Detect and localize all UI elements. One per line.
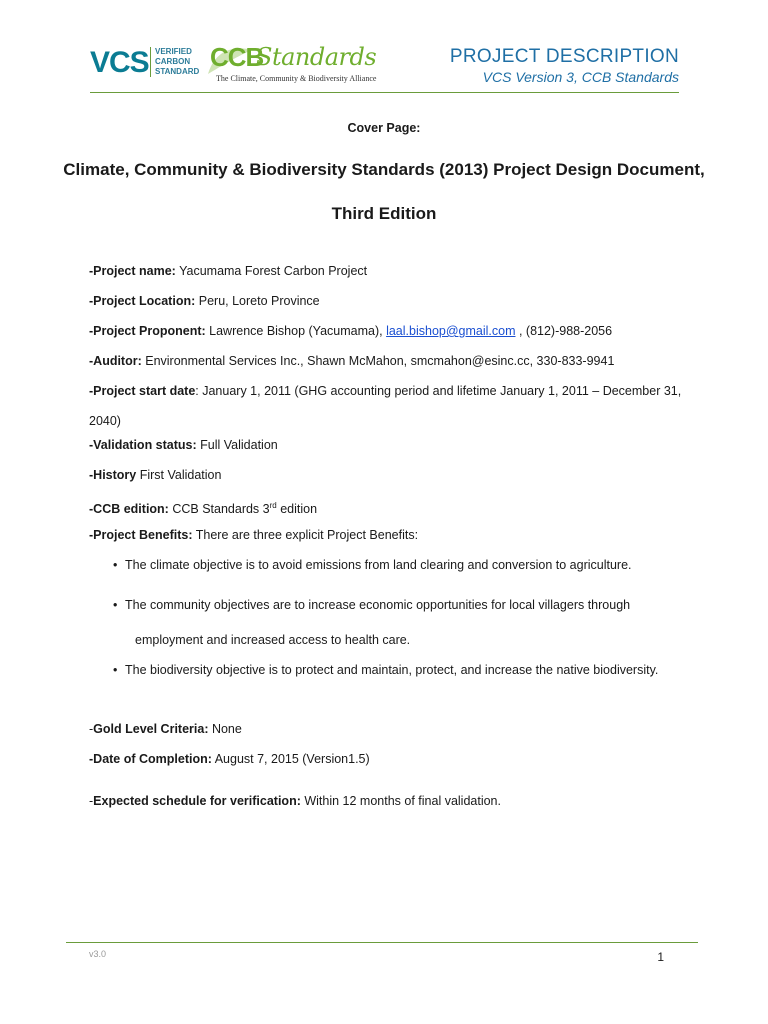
- field-label: -Validation status:: [89, 438, 197, 452]
- vcs-logo-line: VERIFIED: [155, 47, 192, 56]
- field-value: CCB Standards 3: [168, 502, 270, 517]
- project-name-field: [89, 262, 689, 292]
- header-title: PROJECT DESCRIPTION: [449, 46, 679, 67]
- footer-divider: [66, 942, 698, 943]
- field-label: -Project Location:: [89, 294, 196, 308]
- field-label: -CCB edition:: [89, 502, 169, 517]
- field-value: Environmental Services Inc., Shawn McMahon, smcmahon@esinc.cc, 330-833-9941: [141, 354, 615, 368]
- project-proponent-field: [89, 322, 689, 352]
- field-label: -Project Benefits:: [89, 528, 193, 542]
- vcs-logo-line: CARBON: [155, 57, 191, 66]
- benefit-item-biodiversity: [89, 661, 689, 701]
- ccb-edition-field: [89, 496, 689, 526]
- field-value: , (812)-988-2056: [515, 324, 613, 338]
- header-divider: [90, 92, 679, 93]
- date-completion-field: [89, 750, 689, 780]
- footer-version: v3.0: [89, 949, 107, 959]
- history-field: [89, 466, 689, 496]
- benefit-text: The biodiversity objective is to protect and maintain, protect, and increase the native biodiversity.: [125, 663, 659, 677]
- field-label: Expected schedule for verification:: [93, 794, 301, 808]
- page-number: 1: [657, 950, 664, 964]
- field-value: None: [208, 722, 242, 736]
- field-value: Within 12 months of final validation.: [300, 794, 501, 808]
- benefit-text-continued: employment and increased access to health care.: [135, 633, 411, 647]
- field-label: -Project Proponent:: [89, 324, 206, 338]
- ccb-logo-standards: Standards: [256, 43, 377, 71]
- project-benefits-field: [89, 526, 689, 556]
- cover-page-label: Cover Page:: [347, 121, 421, 135]
- field-label: -Date of Completion:: [89, 752, 212, 766]
- field-label: -Auditor:: [89, 354, 142, 368]
- ordinal-suffix: rd: [269, 501, 277, 510]
- benefits-list: [89, 556, 689, 701]
- field-value: Full Validation: [196, 438, 278, 452]
- field-value: First Validation: [136, 468, 222, 482]
- benefit-item-community: [89, 588, 689, 661]
- field-value: August 7, 2015 (Version1.5): [211, 752, 370, 766]
- field-value: edition: [276, 502, 318, 517]
- vcs-logo-letters: VCS: [90, 46, 149, 79]
- validation-status-field: [89, 436, 689, 466]
- benefit-text: The climate objective is to avoid emissions from land clearing and conversion to agriculture.: [125, 558, 632, 572]
- vcs-logo-mark: [90, 46, 149, 80]
- project-start-date-field: [89, 376, 689, 436]
- vcs-logo-line: STANDARD: [155, 67, 200, 76]
- spacer: [89, 780, 689, 792]
- field-label: -Project start date: [89, 384, 196, 398]
- project-fields: [89, 262, 689, 701]
- field-prefix: -: [89, 722, 94, 736]
- proponent-email-link[interactable]: laal.bishop@gmail.com: [386, 324, 516, 338]
- project-location-field: [89, 292, 689, 322]
- field-value: Yacumama Forest Carbon Project: [175, 264, 368, 278]
- ccb-logo-tagline: The Climate, Community & Biodiversity Alliance: [216, 74, 377, 83]
- field-prefix: -: [89, 794, 94, 808]
- benefit-text: The community objectives are to increase economic opportunities for local villagers through: [125, 598, 631, 612]
- gold-level-field: [89, 720, 689, 750]
- field-value: There are three explicit Project Benefits:: [192, 528, 419, 542]
- vcs-logo-text: [150, 47, 205, 77]
- completion-fields: [89, 720, 689, 822]
- field-value: Peru, Loreto Province: [195, 294, 320, 308]
- header-subtitle: VCS Version 3, CCB Standards: [482, 69, 679, 85]
- field-label: -History: [89, 468, 137, 482]
- header-titles: [450, 46, 679, 85]
- ccb-logo-letters: CCB: [210, 42, 264, 72]
- field-value: : January 1, 2011 (GHG accounting period and lifetime January 1, 2011 – December 31, 2040): [89, 384, 682, 428]
- field-label: -Project name:: [89, 264, 176, 278]
- field-label: Gold Level Criteria:: [93, 722, 209, 736]
- field-value: Lawrence Bishop (Yacumama),: [205, 324, 387, 338]
- document-title: Climate, Community & Biodiversity Standards (2013) Project Design Document, Third Edition: [63, 160, 705, 223]
- verification-schedule-field: [89, 792, 689, 822]
